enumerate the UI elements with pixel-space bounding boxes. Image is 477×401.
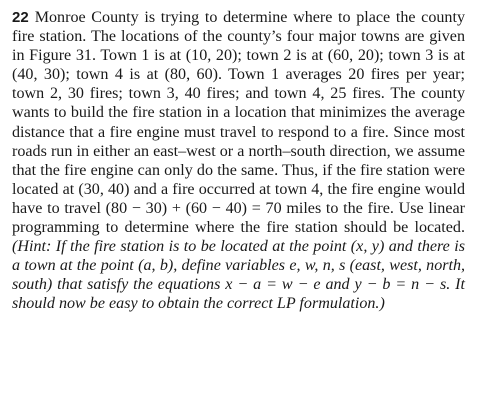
eq-minus: − bbox=[419, 276, 440, 294]
eq-s: s bbox=[439, 276, 447, 294]
eq-x: x bbox=[225, 276, 233, 294]
comma: , bbox=[363, 238, 372, 256]
var-y: y bbox=[371, 238, 379, 256]
hint-text-1: (Hint: If the fire station is to be located at the point ( bbox=[12, 238, 357, 256]
eq-b: b bbox=[382, 276, 391, 294]
var-x: x bbox=[356, 238, 364, 256]
hint bbox=[12, 238, 465, 312]
hint-text-3: ), define variables bbox=[167, 257, 290, 275]
eq-y: y bbox=[354, 276, 362, 294]
eq-period: . bbox=[446, 276, 451, 294]
hint-text-2: ) and there is a town at the point ( bbox=[12, 238, 465, 275]
comma: , bbox=[314, 257, 323, 275]
eq-minus: − bbox=[361, 276, 383, 294]
var-w: w bbox=[304, 257, 315, 275]
comma: , bbox=[330, 257, 340, 275]
var-s: s bbox=[339, 257, 346, 275]
comma: , bbox=[296, 257, 305, 275]
eq-e: e bbox=[313, 276, 321, 294]
hint-text-5: It should now be easy to obtain the correct LP formulation.) bbox=[12, 276, 465, 313]
problem-22 bbox=[12, 8, 465, 314]
problem-text: Monroe County is trying to determine where to place the county fire station. The locations of the county’s four major towns are given in Figure 31. Town 1 is at (10, 20); town 2 is at (60, 20); town 3 is at (40, 30); town 4 is at (80, 60). Town 1 averages 20 fires per year; town 2, 30 fires; town 3, 40 fires; and town 4, 25 fires. The county wants to build the fire station in a location that minimizes the average distance that a fire engine must travel to respond to a fire. Since most roads run in either an east–west or a north–south direction, we assume that the fire engine can only do the same. Thus, if the fire station were located at (30, 40) and a fire occurred at town 4, the fire engine would have to travel (80 − 30) + (60 − 40) = 70 miles to the fire. Use linear programming to determine where the fire station should be located. bbox=[12, 9, 465, 237]
eq-minus: − bbox=[292, 276, 314, 294]
eq-a: a bbox=[253, 276, 262, 294]
eq-equals: = bbox=[261, 276, 282, 294]
eq-minus: − bbox=[232, 276, 254, 294]
var-b: b bbox=[159, 257, 168, 275]
var-a: a bbox=[143, 257, 152, 275]
comma: , bbox=[151, 257, 160, 275]
var-e: e bbox=[289, 257, 297, 275]
eq-equals: = bbox=[390, 276, 412, 294]
eq-w: w bbox=[281, 276, 293, 294]
eq-n: n bbox=[411, 276, 420, 294]
eq-and: and bbox=[320, 276, 355, 294]
var-n: n bbox=[322, 257, 331, 275]
hint-text-4: (east, west, north, south) that satisfy the equations bbox=[12, 257, 466, 294]
problem-number: 22 bbox=[12, 9, 29, 26]
